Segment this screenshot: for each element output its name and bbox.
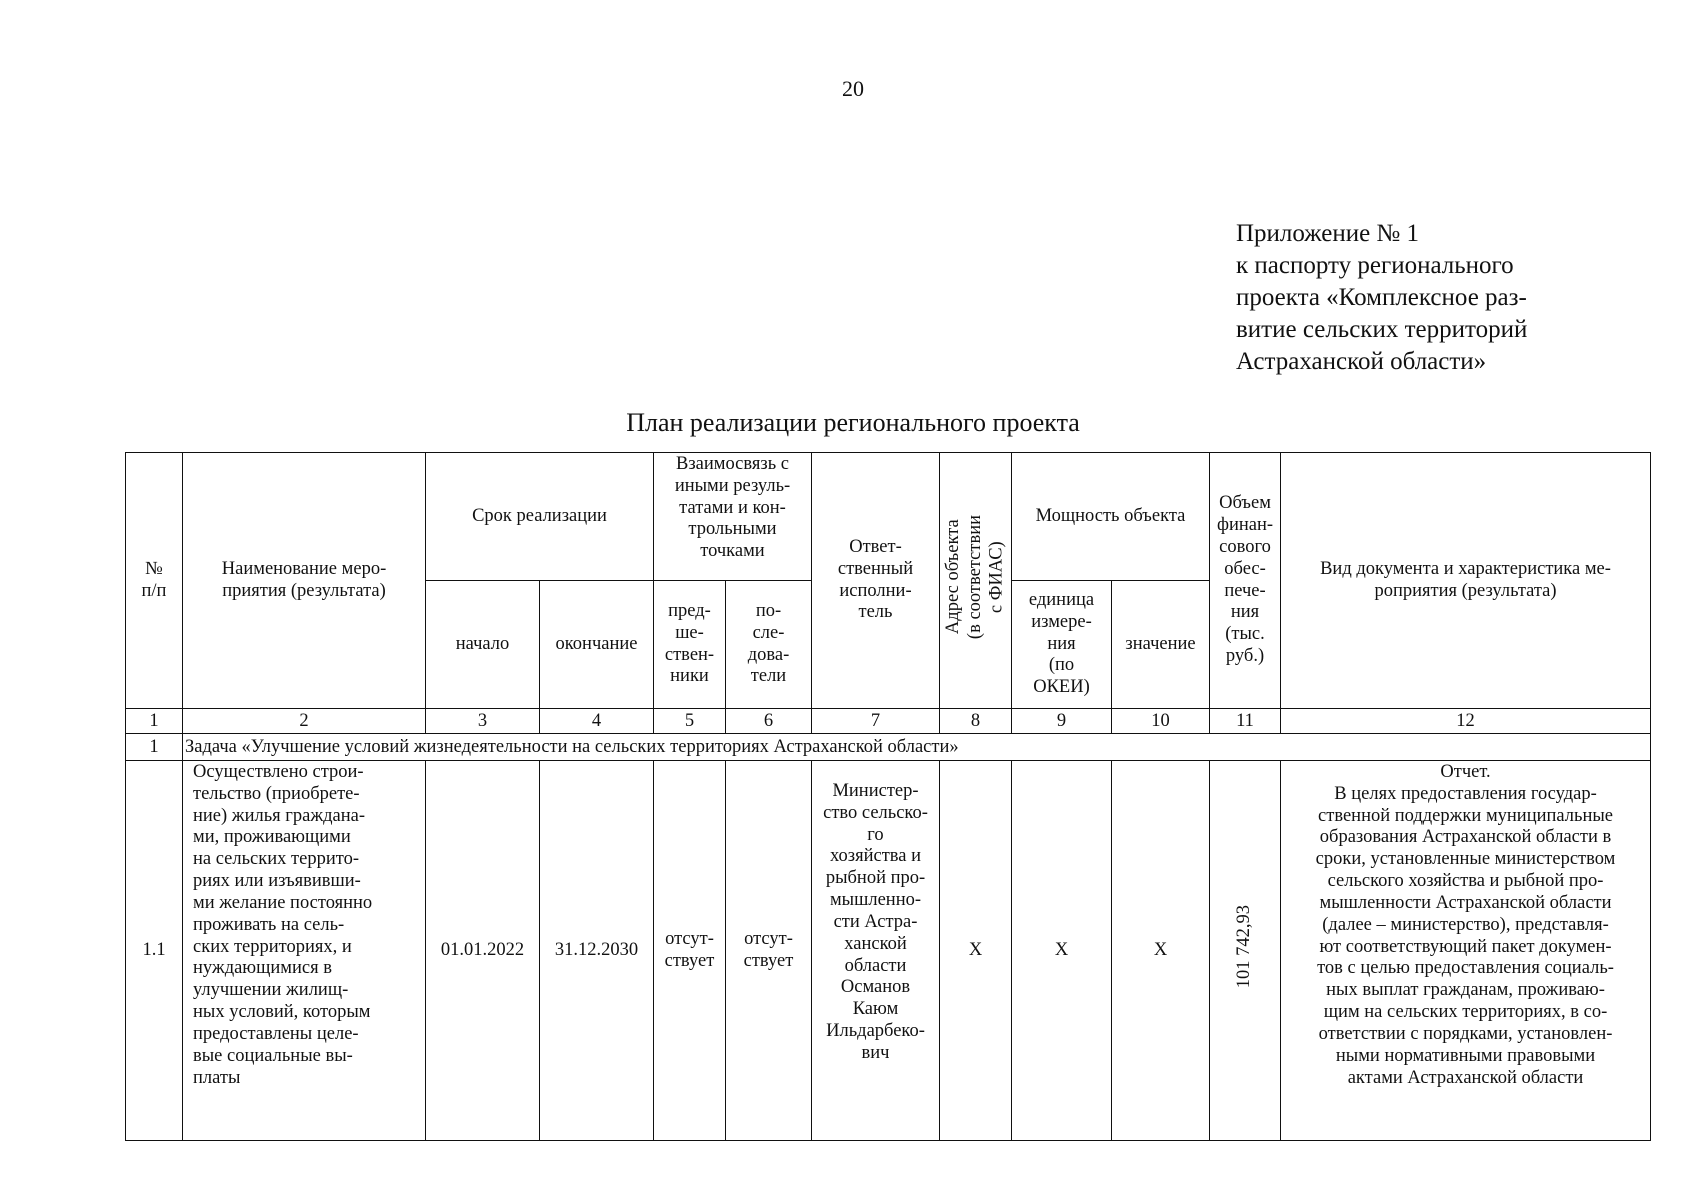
- appendix-note: [1236, 218, 1636, 378]
- row-finance-cell: [1210, 761, 1281, 1141]
- header-capacity: Мощность объекта: [1012, 453, 1210, 581]
- appendix-line: проекта «Комплексное раз-: [1236, 284, 1527, 311]
- header-link: Взаимосвязь с иными резуль- татами и кон- трольными точками: [654, 453, 812, 581]
- column-number: 1: [126, 709, 183, 734]
- header-link-next: по- сле- дова- тели: [726, 581, 812, 709]
- row-address: Х: [940, 761, 1012, 1141]
- column-number: 4: [540, 709, 654, 734]
- task-title: Задача «Улучшение условий жизнедеятельности на сельских территориях Астраханской области»: [183, 734, 1651, 761]
- row-finance: 101 742,93: [1234, 905, 1255, 989]
- appendix-line: к паспорту регионального: [1236, 252, 1514, 279]
- column-number: 7: [812, 709, 940, 734]
- appendix-line: Приложение № 1: [1236, 220, 1420, 247]
- task-number: 1: [126, 734, 183, 761]
- column-number: 5: [654, 709, 726, 734]
- header-link-prev: пред- ше- ствен- ники: [654, 581, 726, 709]
- appendix-line: витие сельских территорий: [1236, 316, 1528, 343]
- row-number: 1.1: [126, 761, 183, 1141]
- header-finance: Объем финан- сового обес- пече- ния (тыс. руб.): [1210, 453, 1281, 709]
- row-responsible: Министер- ство сельско- го хозяйства и рыбной про- мышленно- сти Астра- ханской области Османов Каюм Ильдарбеко- вич: [812, 761, 940, 1141]
- appendix-line: Астраханской области»: [1236, 348, 1487, 375]
- column-number: 10: [1112, 709, 1210, 734]
- header-num: № п/п: [126, 453, 183, 709]
- header-address-cell: [940, 453, 1012, 709]
- row-value: Х: [1112, 761, 1210, 1141]
- column-number: 6: [726, 709, 812, 734]
- row-end: 31.12.2030: [540, 761, 654, 1141]
- row-prev: отсут- ствует: [654, 761, 726, 1141]
- column-number: 3: [426, 709, 540, 734]
- column-number: 8: [940, 709, 1012, 734]
- header-document: Вид документа и характеристика ме- роприятия (результата): [1281, 453, 1651, 709]
- plan-title: План реализации регионального проекта: [626, 408, 1080, 437]
- page-number: 20: [842, 76, 864, 101]
- column-number: 12: [1281, 709, 1651, 734]
- column-number: 2: [183, 709, 426, 734]
- header-term: Срок реализации: [426, 453, 654, 581]
- row-document-text: В целях предоставления государ- ственной поддержки муниципальные образования Астраханской области в сроки, установленные министерством сельского хозяйства и рыбной про- мышленности Астраханской области (далее – министерство), представля- ют соответствующий пакет докумен- тов с целью предоставления социаль- ных выплат гражданам, проживаю- щим на сельских территориях, в со- ответствии с порядками, установлен- ными нормативными правовыми актами Астраханской области: [1315, 783, 1616, 1088]
- header-term-start: начало: [426, 581, 540, 709]
- row-start: 01.01.2022: [426, 761, 540, 1141]
- header-address: Адрес объекта (в соответствии с ФИАС): [942, 515, 1007, 640]
- row-document-cell: [1281, 761, 1651, 1141]
- plan-table: [125, 452, 1651, 1141]
- column-number: 11: [1210, 709, 1281, 734]
- row-name: Осуществлено строи- тельство (приобрете- ние) жилья граждана- ми, проживающими на сельских террито- риях или изъявивши- ми желание постоянно проживать на сель- ских территориях, и нуждающимися в улучшении жилищ- ных условий, которым предоставлены целе- вые социальные вы- платы: [183, 761, 426, 1141]
- row-next: отсут- ствует: [726, 761, 812, 1141]
- header-capacity-unit: единица измере- ния (по ОКЕИ): [1012, 581, 1112, 709]
- column-number: 9: [1012, 709, 1112, 734]
- header-term-end: окончание: [540, 581, 654, 709]
- header-capacity-value: значение: [1112, 581, 1210, 709]
- header-name: Наименование меро- приятия (результата): [183, 453, 426, 709]
- row-unit: Х: [1012, 761, 1112, 1141]
- row-document-title: Отчет.: [1440, 762, 1491, 782]
- header-responsible: Ответ- ственный исполни- тель: [812, 453, 940, 709]
